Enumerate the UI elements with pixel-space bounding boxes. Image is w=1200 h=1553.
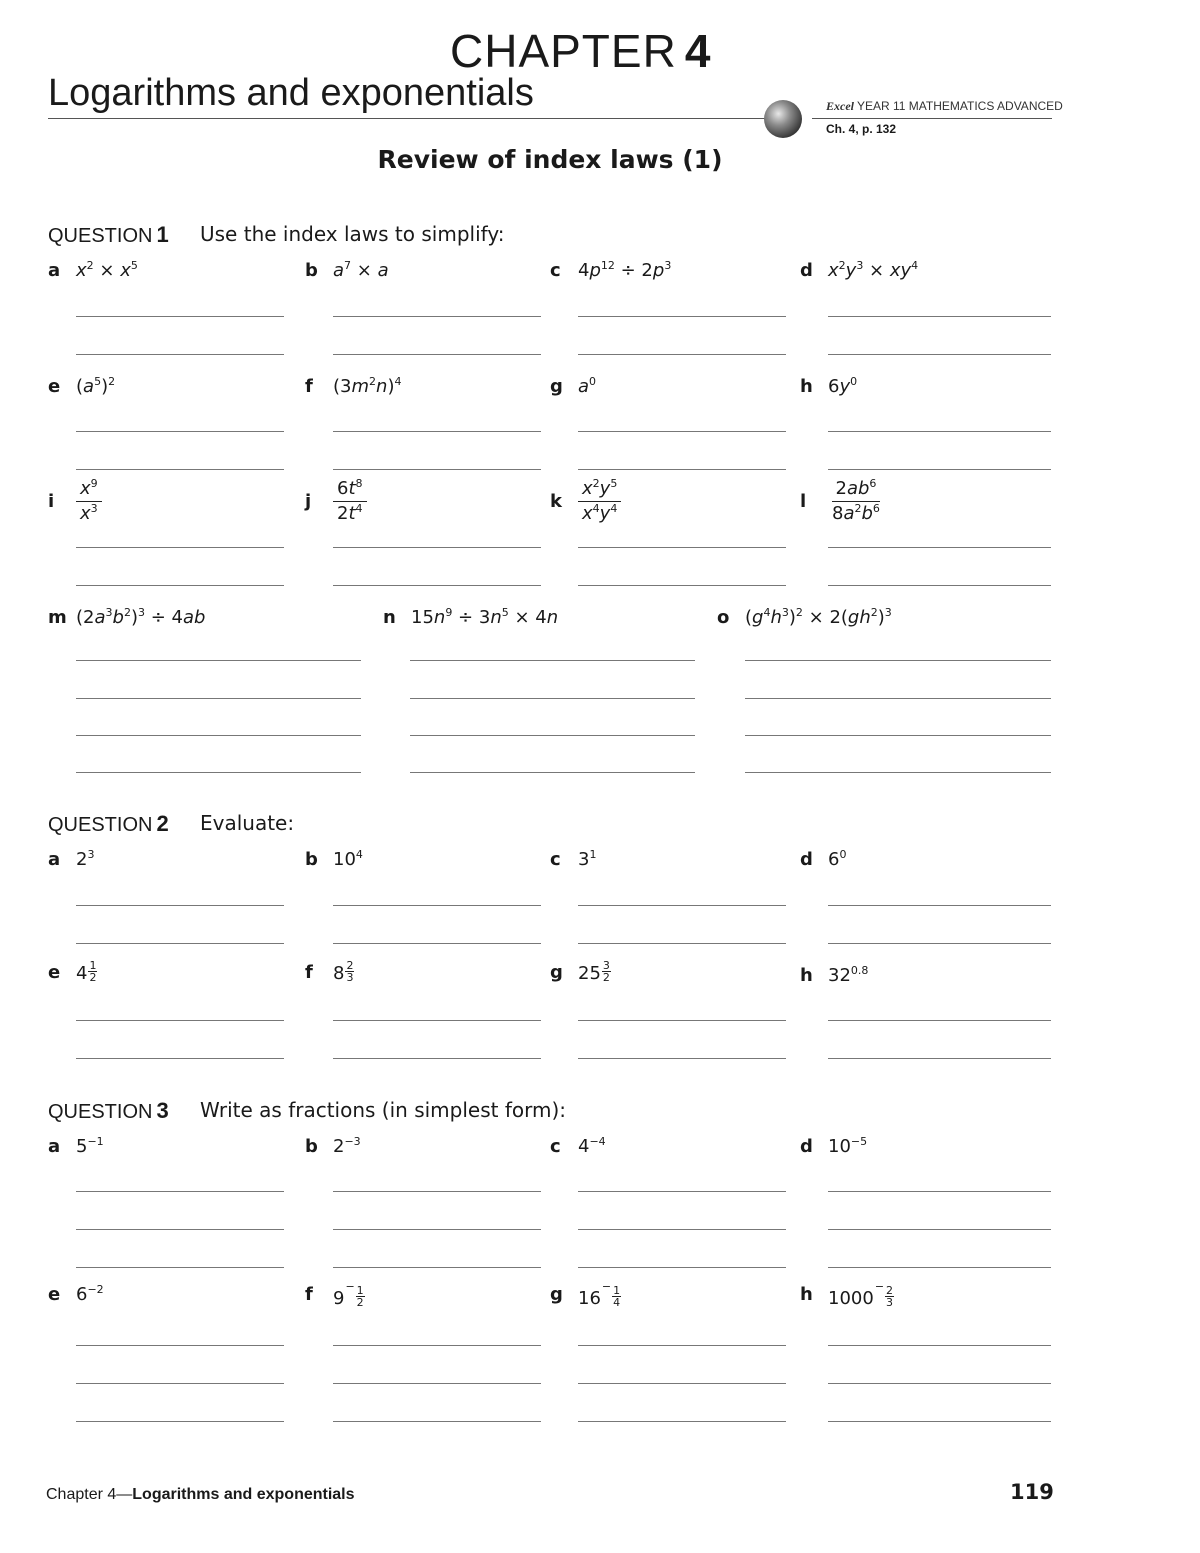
answer-line[interactable] (76, 943, 284, 944)
q2-item-a (48, 849, 94, 870)
q1-item-n (383, 607, 558, 628)
expression: $6^0$ (828, 848, 847, 870)
chapter-number: 4 (684, 25, 712, 77)
answer-line[interactable] (76, 316, 284, 317)
answer-line[interactable] (828, 316, 1051, 317)
expression: 16− $\frac{1}{4}$ (578, 1280, 621, 1309)
answer-line[interactable] (333, 1020, 541, 1021)
footer-chapter: Chapter 4— (46, 1486, 133, 1503)
answer-line[interactable] (333, 1191, 541, 1192)
question-number: 2 (156, 811, 169, 836)
item-letter: n (383, 607, 396, 628)
answer-line[interactable] (745, 698, 1051, 699)
answer-line[interactable] (76, 1345, 284, 1346)
brand-text: YEAR 11 MATHEMATICS ADVANCED (857, 99, 1063, 113)
expression: $x^2 \times x^5$ (76, 259, 138, 281)
answer-line[interactable] (76, 1421, 284, 1422)
expression: $a^7 \times a$ (333, 259, 389, 281)
answer-line[interactable] (578, 585, 786, 586)
answer-line[interactable] (333, 469, 541, 470)
question-word: QUESTION (48, 225, 153, 247)
answer-line[interactable] (333, 1229, 541, 1230)
answer-line[interactable] (333, 1267, 541, 1268)
q2-item-e (48, 960, 97, 984)
question-number: 1 (156, 222, 169, 247)
answer-line[interactable] (578, 1383, 786, 1384)
question-2-instruction: Evaluate: (200, 811, 295, 835)
answer-line[interactable] (76, 431, 284, 432)
q2-item-g (550, 960, 611, 984)
item-letter: b (305, 1136, 318, 1157)
chapter-label (450, 24, 711, 78)
header-rule (48, 118, 770, 119)
expression: $(a^5)^2$ (76, 375, 116, 397)
expression: $(3m^2n)^4$ (333, 375, 402, 397)
fraction-expression: $\frac{x^2y^5}{x^4y^4}$ (578, 478, 621, 525)
item-letter: h (800, 1284, 813, 1305)
expression: $4p^{12} \div 2p^3$ (578, 259, 672, 281)
q1-item-i (48, 478, 102, 525)
answer-line[interactable] (828, 1229, 1051, 1230)
item-letter: h (800, 376, 813, 397)
expression: $(g^4h^3)^2 \times 2(gh^2)^3$ (745, 606, 892, 628)
footer (46, 1486, 355, 1504)
expression: 9− $\frac{1}{2}$ (333, 1280, 364, 1309)
item-letter: m (48, 607, 67, 628)
answer-line[interactable] (828, 469, 1051, 470)
answer-line[interactable] (828, 1345, 1051, 1346)
answer-line[interactable] (745, 735, 1051, 736)
answer-line[interactable] (828, 1020, 1051, 1021)
question-number: 3 (156, 1098, 169, 1123)
answer-line[interactable] (578, 547, 786, 548)
answer-line[interactable] (76, 354, 284, 355)
item-letter: g (550, 376, 563, 397)
q2-item-h (800, 965, 868, 986)
expression: 1000− $\frac{2}{3}$ (828, 1280, 894, 1309)
page-number: 119 (1010, 1480, 1054, 1504)
chapter-title: Logarithms and exponentials (48, 72, 534, 114)
answer-line[interactable] (410, 660, 695, 661)
q3-item-g (550, 1280, 621, 1309)
answer-line[interactable] (333, 316, 541, 317)
answer-line[interactable] (578, 354, 786, 355)
answer-line[interactable] (828, 354, 1051, 355)
q3-item-c (550, 1136, 606, 1157)
answer-line[interactable] (578, 1345, 786, 1346)
item-letter: j (305, 491, 312, 512)
q1-item-d (800, 260, 918, 281)
answer-line[interactable] (828, 1058, 1051, 1059)
answer-line[interactable] (333, 585, 541, 586)
expression: $a^0$ (578, 375, 597, 397)
fraction-expression: $\frac{x^9}{x^3}$ (76, 478, 102, 525)
expression: $2^3$ (76, 848, 95, 870)
q1-item-j (305, 478, 367, 525)
answer-line[interactable] (76, 772, 361, 773)
answer-line[interactable] (578, 431, 786, 432)
answer-line[interactable] (578, 1421, 786, 1422)
q3-item-d (800, 1136, 867, 1157)
answer-line[interactable] (76, 469, 284, 470)
answer-line[interactable] (745, 772, 1051, 773)
sphere-logo-icon (764, 100, 802, 138)
q2-item-d (800, 849, 846, 870)
answer-line[interactable] (828, 547, 1051, 548)
q1-item-h (800, 376, 857, 397)
answer-line[interactable] (578, 905, 786, 906)
answer-line[interactable] (76, 585, 284, 586)
q1-item-k (550, 478, 621, 525)
answer-line[interactable] (76, 698, 361, 699)
item-letter: a (48, 1136, 61, 1157)
expression: 4 $\frac{1}{2}$ (76, 959, 97, 984)
item-letter: a (48, 849, 61, 870)
question-word: QUESTION (48, 1101, 153, 1123)
q2-item-f (305, 960, 354, 984)
q2-item-c (550, 849, 596, 870)
answer-line[interactable] (333, 431, 541, 432)
item-letter: g (550, 1284, 563, 1305)
item-letter: d (800, 1136, 813, 1157)
expression: $15n^9 \div 3n^5 \times 4n$ (411, 606, 559, 628)
chapter-word: CHAPTER (450, 25, 677, 77)
item-letter: e (48, 961, 61, 983)
q1-item-b (305, 260, 389, 281)
item-letter: c (550, 849, 561, 870)
answer-line[interactable] (76, 1058, 284, 1059)
textbook-reference: Ch. 4, p. 132 (826, 122, 897, 136)
answer-line[interactable] (828, 905, 1051, 906)
q1-item-m (48, 607, 205, 628)
expression: $6y^0$ (828, 375, 858, 397)
q2-item-b (305, 849, 363, 870)
item-letter: c (550, 260, 561, 281)
item-letter: l (800, 491, 807, 512)
q1-item-g (550, 376, 596, 397)
answer-line[interactable] (828, 943, 1051, 944)
item-letter: g (550, 961, 563, 983)
answer-line[interactable] (76, 660, 361, 661)
expression: $4^{-4}$ (578, 1135, 606, 1157)
expression: $32^{0.8}$ (828, 964, 869, 986)
q3-item-f (305, 1280, 365, 1309)
brand-excel: Excel (826, 99, 854, 113)
answer-line[interactable] (333, 354, 541, 355)
answer-line[interactable] (333, 547, 541, 548)
item-letter: c (550, 1136, 561, 1157)
answer-line[interactable] (76, 1020, 284, 1021)
answer-line[interactable] (578, 943, 786, 944)
item-letter: i (48, 491, 55, 512)
expression: $3^1$ (578, 848, 597, 870)
expression: $10^{-5}$ (828, 1135, 868, 1157)
answer-line[interactable] (828, 1191, 1051, 1192)
expression: $5^{-1}$ (76, 1135, 104, 1157)
footer-title: Logarithms and exponentials (132, 1486, 355, 1503)
q1-item-a (48, 260, 138, 281)
answer-line[interactable] (76, 547, 284, 548)
item-letter: h (800, 965, 813, 986)
answer-line[interactable] (828, 1421, 1051, 1422)
question-3-label (48, 1098, 169, 1124)
item-letter: f (305, 961, 313, 983)
answer-line[interactable] (76, 1191, 284, 1192)
q1-item-c (550, 260, 671, 281)
answer-line[interactable] (410, 772, 695, 773)
item-letter: d (800, 260, 813, 281)
expression: $10^4$ (333, 848, 363, 870)
question-1-instruction: Use the index laws to simplify: (200, 222, 505, 246)
item-letter: a (48, 260, 61, 281)
answer-line[interactable] (578, 1020, 786, 1021)
answer-line[interactable] (578, 1058, 786, 1059)
q1-item-l (800, 478, 884, 525)
item-letter: e (48, 1284, 61, 1305)
answer-line[interactable] (578, 1191, 786, 1192)
item-letter: o (717, 607, 730, 628)
q3-item-a (48, 1136, 104, 1157)
answer-line[interactable] (578, 1229, 786, 1230)
answer-line[interactable] (578, 469, 786, 470)
answer-line[interactable] (333, 1383, 541, 1384)
q1-item-f (305, 376, 401, 397)
fraction-expression: $\frac{2ab^6}{8a^2b^6}$ (832, 477, 880, 524)
expression: $2^{-3}$ (333, 1135, 361, 1157)
answer-line[interactable] (333, 1421, 541, 1422)
item-letter: d (800, 849, 813, 870)
expression: 8 $\frac{2}{3}$ (333, 959, 354, 984)
answer-line[interactable] (828, 1383, 1051, 1384)
expression: $(2a^3b^2)^3 \div 4ab$ (76, 606, 206, 628)
answer-line[interactable] (76, 905, 284, 906)
question-2-label (48, 811, 169, 837)
answer-line[interactable] (828, 431, 1051, 432)
answer-line[interactable] (828, 585, 1051, 586)
fraction-expression: $\frac{6t^8}{2t^4}$ (333, 478, 367, 525)
expression: $x^2y^3 \times xy^4$ (828, 259, 919, 281)
q3-item-b (305, 1136, 361, 1157)
answer-line[interactable] (410, 735, 695, 736)
answer-line[interactable] (578, 316, 786, 317)
expression: 25 $\frac{3}{2}$ (578, 959, 610, 984)
item-letter: b (305, 849, 318, 870)
item-letter: e (48, 376, 61, 397)
answer-line[interactable] (333, 905, 541, 906)
answer-line[interactable] (333, 1345, 541, 1346)
q3-item-h (800, 1280, 894, 1309)
item-letter: b (305, 260, 318, 281)
item-letter: k (550, 491, 562, 512)
header-rule-right (812, 118, 1052, 119)
answer-line[interactable] (578, 1267, 786, 1268)
answer-line[interactable] (828, 1267, 1051, 1268)
answer-line[interactable] (333, 1058, 541, 1059)
answer-line[interactable] (76, 1267, 284, 1268)
answer-line[interactable] (76, 1229, 284, 1230)
answer-line[interactable] (333, 943, 541, 944)
question-3-instruction: Write as fractions (in simplest form): (200, 1098, 566, 1122)
section-title: Review of index laws (1) (377, 145, 723, 174)
question-word: QUESTION (48, 814, 153, 836)
item-letter: f (305, 376, 313, 397)
q1-item-e (48, 376, 115, 397)
answer-line[interactable] (76, 735, 361, 736)
question-1-label (48, 222, 169, 248)
item-letter: f (305, 1284, 313, 1305)
brand-line (826, 99, 1063, 114)
q1-item-o (717, 607, 892, 628)
q3-item-e (48, 1284, 104, 1305)
expression: $6^{-2}$ (76, 1283, 104, 1305)
answer-line[interactable] (76, 1383, 284, 1384)
answer-line[interactable] (410, 698, 695, 699)
answer-line[interactable] (745, 660, 1051, 661)
